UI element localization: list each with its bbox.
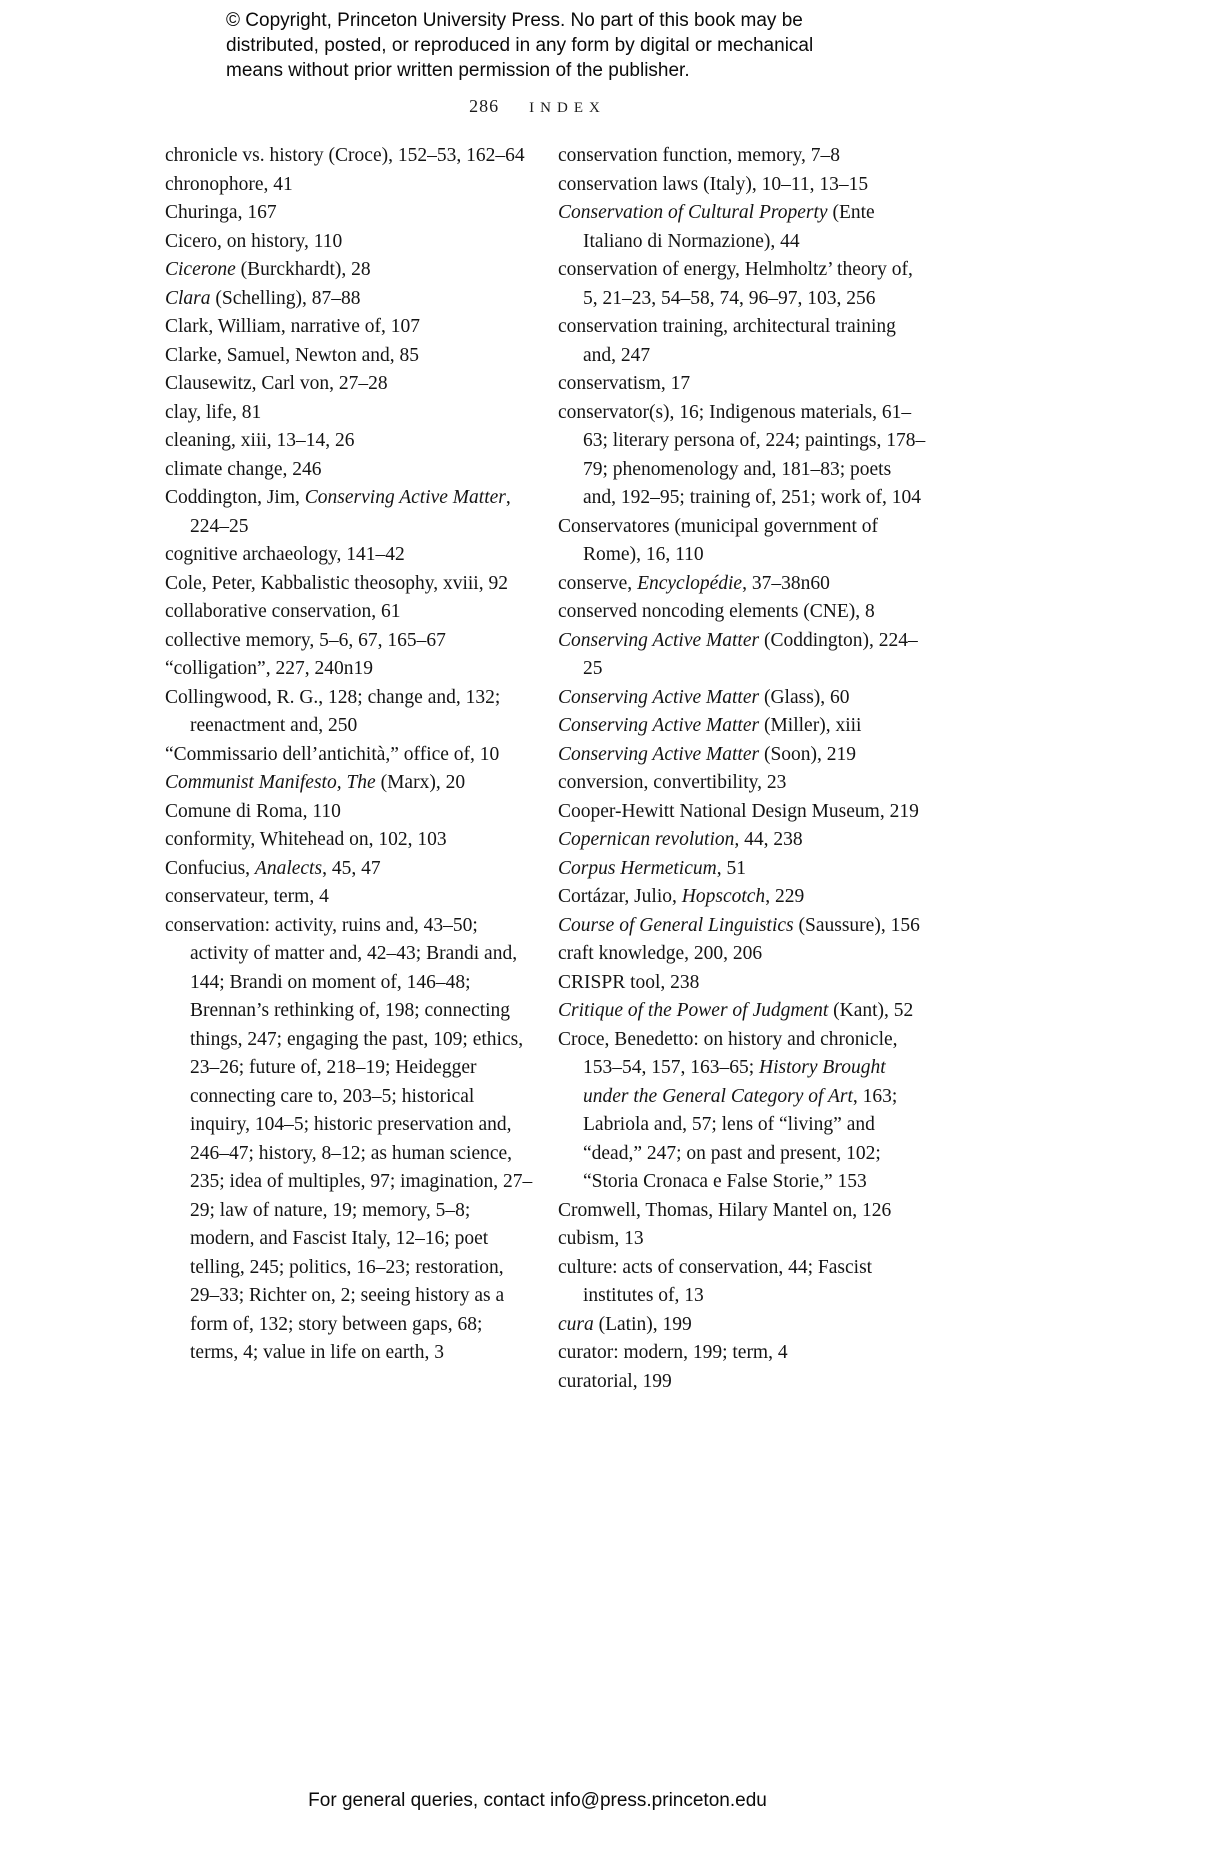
entry-text: (Latin), 199 (593, 1313, 692, 1335)
entry-text: Cooper-Hewitt National Design Museum, 219 (558, 800, 919, 822)
entry-text-italic: Hopscotch (681, 886, 766, 907)
index-entry (558, 598, 927, 627)
index-entry (558, 313, 927, 370)
index-columns (165, 142, 927, 1396)
index-entry (165, 370, 534, 399)
entry-text: (Marx), 20 (375, 772, 466, 793)
entry-text: , 51 (716, 857, 746, 879)
entry-text-italic: Conservation of Cultural Property (558, 202, 828, 223)
entry-text: chronicle vs. history (Croce), 152–53, 162–64 (165, 145, 525, 166)
index-entry (558, 1225, 927, 1254)
entry-text: craft knowledge, 200, 206 (558, 943, 763, 964)
index-entry (165, 399, 534, 428)
entry-text-italic: Conserving Active Matter (558, 629, 760, 651)
copyright-line: means without prior written permission of the publisher. (226, 60, 690, 81)
entry-text: cubism, 13 (558, 1228, 644, 1249)
entry-text: Croce, Benedetto: on history and chronicle, 153–54, 157, 163–65; (558, 1028, 898, 1078)
entry-text: Clarke, Samuel, Newton and, 85 (165, 344, 419, 366)
index-entry (165, 769, 534, 798)
entry-text: (Coddington), 224–25 (583, 629, 918, 679)
index-entry (165, 855, 534, 884)
index-entry (558, 171, 927, 200)
entry-text: , 163; Labriola and, 57; lens of “living” and “dead,” 247; on past and present, 102; “Storia Cronaca e False Storie,” 153 (583, 1085, 898, 1192)
entry-text: conserve, (558, 572, 638, 594)
entry-text: cognitive archaeology, 141–42 (165, 544, 405, 565)
entry-text: CRISPR tool, 238 (558, 971, 700, 993)
entry-text-italic: cura (558, 1313, 594, 1335)
index-entry (165, 798, 534, 827)
entry-text-italic: History Brought under the General Category of Art (583, 1057, 886, 1107)
entry-text: , 37–38n60 (742, 572, 830, 594)
index-entry (165, 484, 534, 541)
entry-text: conservator(s), 16; Indigenous materials, 61–63; literary persona of, 224; paintings, 178–79; phenomenology and, 181–83; poets and, 192–95; training of, 251; work of, 104 (558, 401, 926, 508)
entry-text: (Ente Italiano di Normazione), 44 (583, 202, 875, 252)
index-entry (165, 342, 534, 371)
index-entry (558, 370, 927, 399)
index-entry (558, 256, 927, 313)
entry-text: “Commissario dell’antichità,” office of, 10 (165, 743, 500, 765)
index-entry (165, 142, 534, 171)
index-entry (558, 883, 927, 912)
entry-text-italic: Copernican revolution, (558, 829, 740, 850)
entry-text: conservatism, 17 (558, 373, 691, 394)
index-entry (165, 285, 534, 314)
index-entry (165, 655, 534, 684)
entry-text-italic: Analects (254, 857, 323, 879)
entry-text: conservation of energy, Helmholtz’ theory of, 5, 21–23, 54–58, 74, 96–97, 103, 256 (558, 259, 913, 309)
entry-text: curatorial, 199 (558, 1370, 672, 1392)
index-entry (558, 684, 927, 713)
index-entry (558, 1026, 927, 1197)
index-entry (165, 883, 534, 912)
index-column-left (165, 142, 534, 1396)
entry-text-italic: Corpus Hermeticum (558, 857, 717, 879)
entry-text: conversion, convertibility, 23 (558, 772, 787, 793)
index-entry (558, 627, 927, 684)
entry-text: Comune di Roma, 110 (165, 800, 341, 822)
entry-text: conserved noncoding elements (CNE), 8 (558, 601, 875, 622)
entry-text: conformity, Whitehead on, 102, 103 (165, 829, 447, 850)
entry-text: Confucius, (165, 857, 255, 879)
entry-text: Clausewitz, Carl von, 27–28 (165, 373, 388, 394)
entry-text: (Saussure), 156 (793, 914, 920, 936)
index-entry (558, 769, 927, 798)
index-entry (558, 513, 927, 570)
entry-text: conservation laws (Italy), 10–11, 13–15 (558, 173, 869, 195)
entry-text: 44, 238 (739, 829, 803, 850)
index-entry (165, 912, 534, 1368)
entry-text: clay, life, 81 (165, 401, 262, 423)
entry-text: conservation training, architectural training and, 247 (558, 316, 896, 366)
index-entry (558, 798, 927, 827)
entry-text: conservateur, term, 4 (165, 886, 329, 907)
entry-text-italic: Clara (165, 287, 211, 309)
entry-text-italic: Conserving Active Matter (558, 743, 760, 765)
index-entry (558, 912, 927, 941)
index-entry (558, 741, 927, 770)
index-entry (165, 456, 534, 485)
index-entry (165, 741, 534, 770)
index-entry (165, 171, 534, 200)
copyright-line: © Copyright, Princeton University Press. No part of this book may be (226, 10, 803, 31)
entry-text-italic: Encyclopédie (637, 572, 743, 594)
index-entry (165, 228, 534, 257)
entry-text: (Burckhardt), 28 (235, 259, 371, 280)
index-entry (165, 826, 534, 855)
entry-text: , 229 (765, 886, 805, 907)
index-entry (558, 1254, 927, 1311)
entry-text: (Kant), 52 (828, 1000, 914, 1021)
index-column-right (558, 142, 927, 1396)
entry-text: Clark, William, narrative of, 107 (165, 316, 420, 337)
entry-text: conservation function, memory, 7–8 (558, 145, 840, 166)
entry-text: , 224–25 (190, 487, 511, 537)
entry-text: Collingwood, R. G., 128; change and, 132; reenactment and, 250 (165, 686, 501, 736)
entry-text: climate change, 246 (165, 458, 322, 480)
index-entry (165, 598, 534, 627)
index-entry (165, 199, 534, 228)
entry-text: (Schelling), 87–88 (210, 287, 361, 309)
index-entry (558, 1311, 927, 1340)
entry-text: Coddington, Jim, (165, 487, 305, 508)
entry-text: , 45, 47 (322, 857, 381, 879)
index-entry (558, 1368, 927, 1397)
index-entry (558, 997, 927, 1026)
index-entry (558, 855, 927, 884)
entry-text-italic: Critique of the Power of Judgment (558, 1000, 829, 1021)
index-entry (558, 399, 927, 513)
entry-text: Cole, Peter, Kabbalistic theosophy, xviii, 92 (165, 572, 508, 594)
entry-text-italic: Conserving Active Matter (304, 487, 506, 508)
entry-text: curator: modern, 199; term, 4 (558, 1342, 788, 1363)
entry-text: (Miller), xiii (759, 715, 862, 736)
entry-text: “colligation”, 227, 240n19 (165, 658, 373, 679)
index-entry (165, 570, 534, 599)
entry-text: (Glass), 60 (759, 686, 850, 708)
index-entry (165, 627, 534, 656)
entry-text: collaborative conservation, 61 (165, 601, 401, 622)
index-entry (165, 313, 534, 342)
entry-text: Cicero, on history, 110 (165, 230, 343, 252)
index-entry (165, 256, 534, 285)
entry-text-italic: Communist Manifesto, The (165, 772, 376, 793)
index-entry (558, 969, 927, 998)
entry-text-italic: Cicerone (165, 259, 236, 280)
entry-text: (Soon), 219 (759, 743, 857, 765)
copyright-notice (226, 8, 866, 83)
page-number: 286 (469, 96, 500, 116)
entry-text-italic: Conserving Active Matter (558, 686, 760, 708)
index-entry (165, 541, 534, 570)
index-entry (558, 826, 927, 855)
entry-text-italic: Course of General Linguistics (558, 914, 794, 936)
entry-text: Cortázar, Julio, (558, 886, 682, 907)
index-entry (165, 684, 534, 741)
entry-text: cleaning, xiii, 13–14, 26 (165, 430, 355, 451)
entry-text: Cromwell, Thomas, Hilary Mantel on, 126 (558, 1199, 892, 1221)
index-entry (558, 570, 927, 599)
entry-text: Churinga, 167 (165, 202, 277, 223)
entry-text: conservation: activity, ruins and, 43–50; activity of matter and, 42–43; Brandi and, 144; Brandi on moment of, 146–48; Brennan’s rethinking of, 198; connecting things, 247; engaging the past, 109; ethics, 23–26; future of, 218–19; Heidegger connecting care to, 203–5; historical inquiry, 104–5; historic preservation and, 246–47; history, 8–12; as human science, 235; idea of multiples, 97; imagination, 27–29; law of nature, 19; memory, 5–8; modern, and Fascist Italy, 12–16; poet telling, 245; politics, 16–23; restoration, 29–33; Richter on, 2; seeing history as a form of, 132; story between gaps, 68; terms, 4; value in life on earth, 3 (165, 914, 533, 1363)
index-entry (558, 940, 927, 969)
index-entry (558, 712, 927, 741)
index-entry (558, 199, 927, 256)
entry-text-italic: Conserving Active Matter (558, 715, 760, 736)
index-entry (558, 1197, 927, 1226)
entry-text: collective memory, 5–6, 67, 165–67 (165, 629, 446, 651)
running-head-title: INDEX (529, 100, 606, 116)
entry-text: culture: acts of conservation, 44; Fascist institutes of, 13 (558, 1256, 873, 1306)
index-entry (558, 142, 927, 171)
footer-query-note: For general queries, contact info@press.princeton.edu (308, 1790, 767, 1811)
index-entry (558, 1339, 927, 1368)
copyright-line: distributed, posted, or reproduced in any form by digital or mechanical (226, 35, 814, 56)
index-entry (165, 427, 534, 456)
entry-text: chronophore, 41 (165, 173, 293, 195)
page-header (165, 96, 910, 117)
entry-text: Conservatores (municipal government of Rome), 16, 110 (558, 515, 879, 565)
